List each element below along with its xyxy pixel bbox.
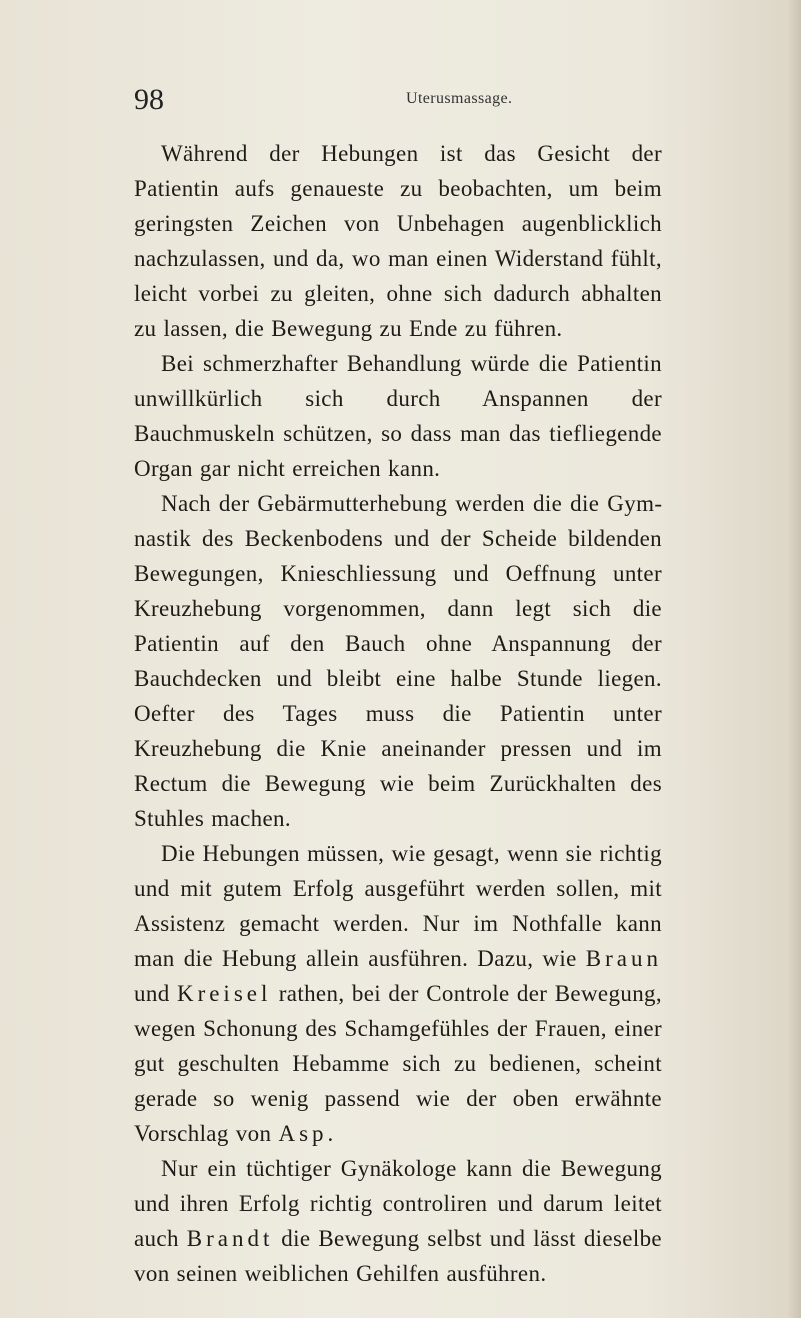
author-name-asp: Asp xyxy=(278,1121,328,1146)
paragraph-5-text-b: die Bewegung selbst und lässt dieselbe von seinen weiblichen Gehilfen ausführen. xyxy=(134,1226,662,1286)
paragraph-4-text-a: Die Hebungen müssen, wie gesagt, wenn sie richtig und mit gutem Erfolg ausgeführt werden sollen, mit Assistenz gemacht werden. Nur im Nothfalle kann man die Hebung allein ausführen. Dazu, wie xyxy=(134,841,662,971)
paragraph-4-text-c: rathen, bei der Controle der Bewegung, wegen Schonung des Schamgefühles der Frauen, einer gut geschulten Hebamme sich zu bedienen, scheint gerade so wenig passend wie der oben erwähnte Vorschlag von xyxy=(134,981,662,1146)
page-header xyxy=(134,82,694,122)
author-name-kreisel: Kreisel xyxy=(176,981,272,1006)
paragraph-4 xyxy=(134,836,662,1151)
running-head: Uterusmassage. xyxy=(406,90,513,107)
paragraph-2: Bei schmerzhafter Behandlung würde die Patientin unwillkürlich sich durch Anspannen der Bauchmuskeln schützen, so dass man das tiefliegende Organ gar nicht erreichen kann. xyxy=(134,351,662,481)
body-text xyxy=(134,136,662,1291)
page-number: 98 xyxy=(134,83,164,116)
paragraph-4-text-b: und xyxy=(134,981,177,1006)
page-edge-shadow xyxy=(787,0,801,1318)
paragraph-5 xyxy=(134,1151,662,1291)
paragraph-5-text-a: Nur ein tüchtiger Gynäkologe kann die Bewegung und ihren Erfolg richtig controliren und darum leitet auch xyxy=(134,1156,662,1251)
paragraph-4-text-d: . xyxy=(327,1121,334,1146)
paragraph-3: Nach der Gebärmutterhebung werden die die Gymnastik des Beckenbodens und der Scheide bildenden Bewegungen, Knieschliessung und Oeffnung unter Kreuzhebung vorgenommen, dann legt sich die Patientin auf den Bauch ohne Anspannung der Bauchdecken und bleibt eine halbe Stunde liegen. Oefter des Tages muss die Patientin unter Kreuzhebung die Knie aneinander pressen und im Rectum die Bewegung wie beim Zurückhalten des Stuhles machen. xyxy=(134,491,662,831)
author-name-brandt: Brandt xyxy=(186,1226,274,1251)
paragraph-1: Während der Hebungen ist das Gesicht der Patientin aufs genaueste zu beobachten, um beim geringsten Zeichen von Unbehagen augenblicklich nachzulassen, und da, wo man einen Widerstand fühlt, leicht vorbei zu gleiten, ohne sich dadurch abhalten zu lassen, die Bewegung zu Ende zu führen. xyxy=(134,141,662,341)
author-name-braun: Braun xyxy=(585,946,662,971)
